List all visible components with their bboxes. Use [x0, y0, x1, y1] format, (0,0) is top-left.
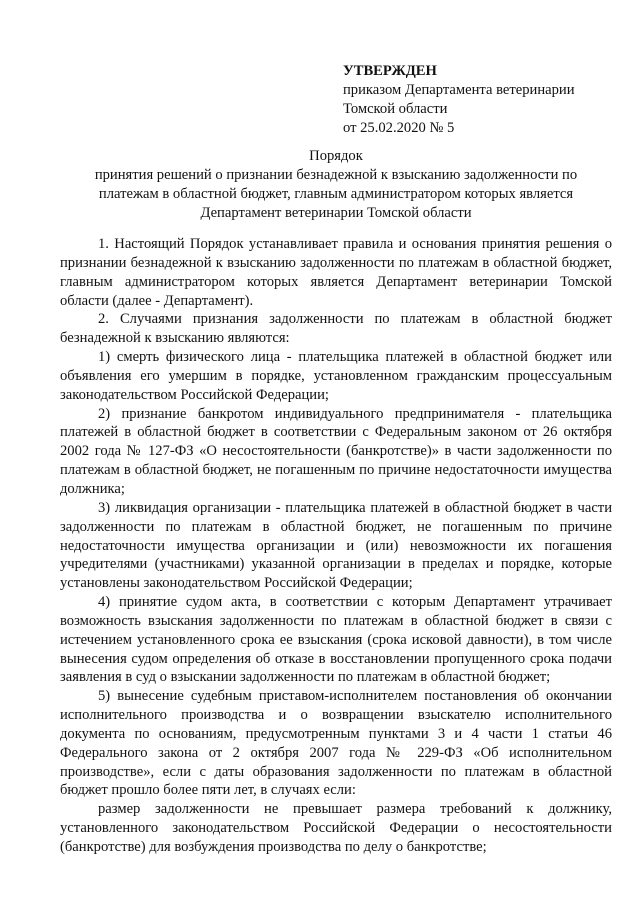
paragraph-2-item-4: 4) принятие судом акта, в соответствии с которым Департамент утрачивает возможность взыскания задолженности по платежам в областной бюджет в связи с истечением установленного срока ее взыскания (срока исковой давности), в том числе вынесения судом определения об отказе в восстановлении пропущенного срока подачи заявления в суд о взыскании задолженности по платежам в областной бюджет;	[60, 594, 612, 686]
paragraph-2-item-5: 5) вынесение судебным приставом-исполнителем постановления об окончании исполнительного производства и о возвращении взыскателю исполнительного документа по основаниям, предусмотренным пунктами 3 и 4 части 1 статьи 46 Федерального закона от 2 октября 2007 года № 229-ФЗ «Об исполнительном производстве», если с даты образования задолженности по платежам в областной бюджет прошло более пяти лет, в случаях если:	[60, 688, 612, 799]
paragraph-2: 2. Случаями признания задолженности по платежам в областной бюджет безнадежной к взысканию являются:	[60, 311, 612, 347]
document-title	[60, 147, 612, 223]
paragraph-2-item-5-condition: размер задолженности не превышает размера требований к должнику, установленного законодательством Российской Федерации о несостоятельности (банкротстве) для возбуждения производства по делу о банкротстве;	[60, 801, 612, 855]
approval-heading: УТВЕРЖДЕН	[343, 63, 437, 79]
title-line-2: платежам в областной бюджет, главным администратором которых является	[98, 186, 574, 202]
approval-line-order: приказом Департамента ветеринарии	[343, 82, 575, 98]
approval-stamp	[343, 62, 575, 138]
title-line-3: Департамент ветеринарии Томской области	[200, 205, 472, 221]
approval-line-region: Томской области	[343, 101, 448, 117]
paragraph-1: 1. Настоящий Порядок устанавливает правила и основания принятия решения о признании безнадежной к взысканию задолженности по платежам в областной бюджет, главным администратором которых является Департамент ветеринарии Томской области (далее - Департамент).	[60, 236, 612, 309]
paragraph-2-item-3: 3) ликвидация организации - плательщика платежей в областной бюджет в части задолженности по платежам в областной бюджет, не погашенным по причине недостаточности имущества организации и (или) невозможности их погашения учредителями (участниками) указанной организации в пределах и порядке, которые установлены законодательством Российской Федерации;	[60, 499, 612, 592]
paragraph-2-item-2: 2) признание банкротом индивидуального предпринимателя - плательщика платежей в областной бюджет в соответствии с Федеральным законом от 26 октября 2002 года № 127-ФЗ «О несостоятельности (банкротстве)» в части задолженности по платежам в областной бюджет, не погашенным по причине недостаточности имущества должника;	[60, 405, 612, 497]
approval-line-date: от 25.02.2020 № 5	[343, 120, 455, 136]
title-main: Порядок	[309, 148, 363, 164]
paragraph-2-item-1: 1) смерть физического лица - плательщика платежей в областной бюджет или объявления его умершим в порядке, установленном гражданским процессуальным законодательством Российской Федерации;	[60, 349, 612, 403]
document-body	[60, 235, 612, 857]
title-line-1: принятия решений о признании безнадежной к взысканию задолженности по	[94, 167, 578, 183]
